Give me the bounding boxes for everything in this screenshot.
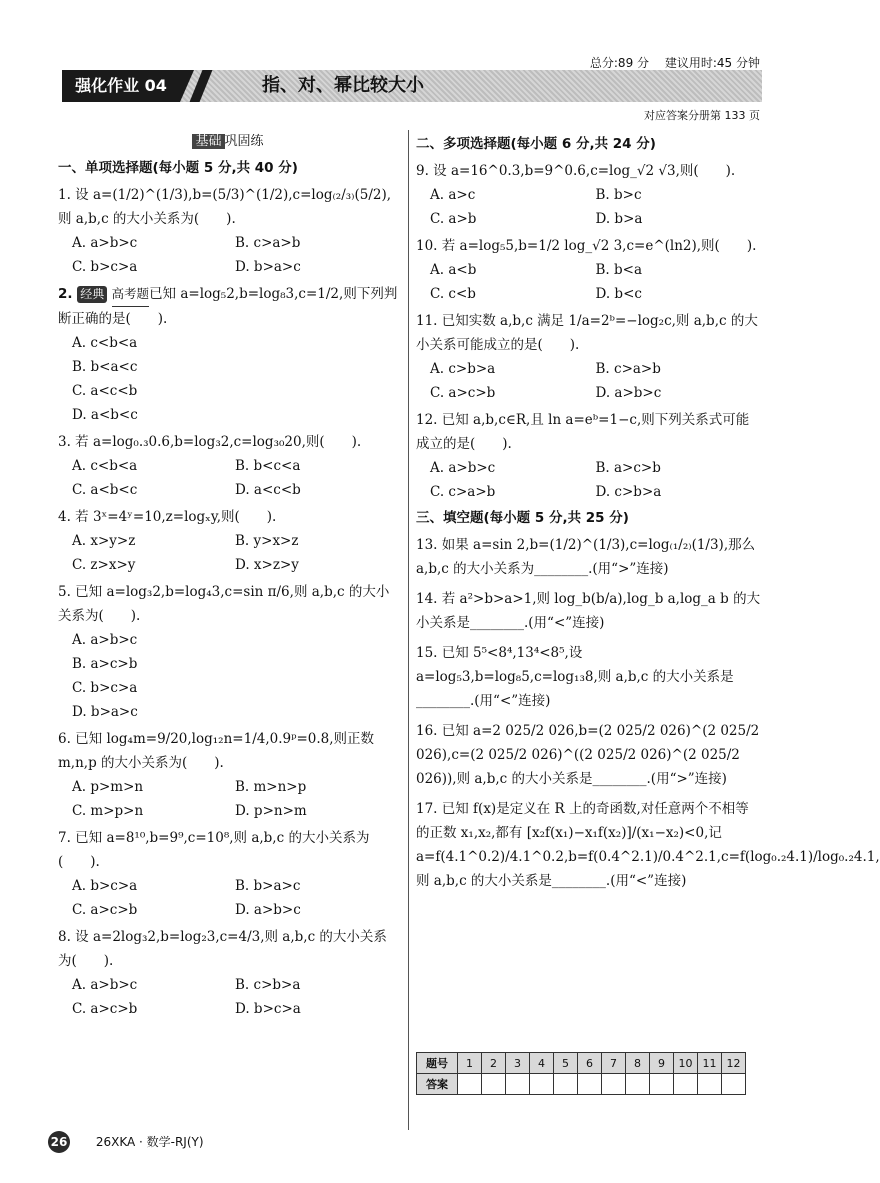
question-stem [58,282,398,331]
option-d[interactable]: D. b>a [595,211,643,227]
option-a[interactable]: A. b>c>a [72,878,138,894]
grid-answer-cell-11[interactable] [698,1074,722,1095]
option-b[interactable]: B. a>c>b [595,460,661,476]
question-10 [416,234,761,306]
option-b[interactable]: B. b<c<a [235,458,301,474]
single-choice-list [58,183,398,1021]
answer-reference: 对应答案分册第 133 页 [644,109,760,122]
answer-grid [416,1052,746,1095]
grid-number-6: 6 [578,1053,602,1074]
grid-answer-cell-8[interactable] [626,1074,650,1095]
question-number: 2. [58,286,78,302]
option-a[interactable]: A. a>b>c [430,460,496,476]
subheading-badge: 基础 [192,134,224,149]
option-d[interactable]: D. b>a>c [235,259,301,275]
grid-number-7: 7 [602,1053,626,1074]
grid-header-answer: 答案 [417,1074,458,1095]
option-d[interactable]: D. a>b>c [235,902,301,918]
option-c[interactable]: C. a>b [430,211,477,227]
book-code: 26XKA · 数学-RJ(Y) [95,1135,204,1149]
question-text: 已知 a=log₅2,b=log₈3,c=1/2,则下列判断正确的是( ). [58,286,398,327]
grid-number-4: 4 [530,1053,554,1074]
option-a[interactable]: A. p>m>n [72,779,144,795]
option-c[interactable]: C. a<b<c [72,482,138,498]
option-c[interactable]: C. m>p>n [72,803,144,819]
option-a[interactable]: A. a>b>c [72,235,138,251]
section-multiple-choice: 二、多项选择题(每小题 6 分,共 24 分) [416,136,656,152]
section-single-choice: 一、单项选择题(每小题 5 分,共 40 分) [58,160,298,176]
options [58,973,398,1021]
options [416,183,761,231]
question-16: 16. 已知 a=2 025/2 026,b=(2 025/2 026)^(2 025/2 026),c=(2 025/2 026)^((2 025/2 026)^(2 025/2 026)),则 a,b,c 的大小关系是________.(用“>”连接) [416,723,760,787]
title-band [62,70,762,102]
section-fill-in: 三、填空题(每小题 5 分,共 25 分) [416,510,629,526]
question-stem: 1. 设 a=(1/2)^(1/3),b=(5/3)^(1/2),c=log₍₂/₃₎(5/2),则 a,b,c 的大小关系为( ). [58,187,392,227]
grid-number-2: 2 [482,1053,506,1074]
option-a[interactable]: A. a>c [430,187,476,203]
option-d[interactable]: D. b>c>a [235,1001,301,1017]
option-b[interactable]: B. c>a>b [595,361,661,377]
question-12 [416,408,761,504]
grid-number-3: 3 [506,1053,530,1074]
question-stem: 8. 设 a=2log₃2,b=log₂3,c=4/3,则 a,b,c 的大小关系为( ). [58,929,387,969]
options [58,231,398,279]
option-c[interactable]: C. b>c>a [72,680,138,696]
question-13: 13. 如果 a=sin 2,b=(1/2)^(1/3),c=log₍₁/₂₎(1/3),那么 a,b,c 的大小关系为________.(用“>”连接) [416,537,756,577]
question-stem: 7. 已知 a=8¹⁰,b=9⁹,c=10⁸,则 a,b,c 的大小关系为( ). [58,830,370,870]
option-a[interactable]: A. x>y>z [72,533,136,549]
option-a[interactable]: A. c<b<a [72,335,138,351]
grid-answer-cell-1[interactable] [458,1074,482,1095]
multiple-choice-list [416,159,761,504]
option-c[interactable]: C. a>c>b [72,1001,138,1017]
grid-number-10: 10 [674,1053,698,1074]
grid-number-11: 11 [698,1053,722,1074]
option-d[interactable]: D. b<c [595,286,642,302]
option-d[interactable]: D. x>z>y [235,557,299,573]
question-15: 15. 已知 5⁵<8⁴,13⁴<8⁵,设 a=log₅3,b=log₈5,c=log₁₃8,则 a,b,c 的大小关系是________.(用“<”连接) [416,645,734,709]
option-b[interactable]: B. b<a<c [72,359,138,375]
grid-answer-cell-10[interactable] [674,1074,698,1095]
options [416,456,761,504]
option-a[interactable]: A. c<b<a [72,458,138,474]
option-b[interactable]: B. c>b>a [235,977,301,993]
option-d[interactable]: D. b>a>c [72,704,138,720]
header-meta [0,52,800,70]
option-d[interactable]: D. a>b>c [595,385,662,401]
option-c[interactable]: C. a>c>b [72,902,138,918]
option-a[interactable]: A. a>b>c [72,977,138,993]
option-a[interactable]: A. a<b [430,262,477,278]
options [58,454,398,502]
option-b[interactable]: B. b<a [595,262,643,278]
page-footer [48,1131,204,1153]
option-a[interactable]: A. a>b>c [72,632,138,648]
time-suggest: 建议用时:45 分钟 [664,56,760,70]
question-11 [416,309,761,405]
option-c[interactable]: C. a<c<b [72,383,138,399]
option-b[interactable]: B. b>c [595,187,642,203]
options [58,529,398,577]
question-stem: 11. 已知实数 a,b,c 满足 1/a=2ᵇ=−log₂c,则 a,b,c 的大小关系可能成立的是( ). [416,313,758,353]
option-d[interactable]: D. p>n>m [235,803,307,819]
question-2 [58,282,398,427]
grid-answer-cell-2[interactable] [482,1074,506,1095]
options [58,874,398,922]
grid-number-5: 5 [554,1053,578,1074]
subheading-label: 巩固练 [224,134,264,149]
grid-answer-cell-7[interactable] [602,1074,626,1095]
option-b[interactable]: B. y>x>z [235,533,299,549]
options [416,357,761,405]
grid-number-1: 1 [458,1053,482,1074]
grid-number-12: 12 [722,1053,746,1074]
options [58,331,398,427]
right-column [416,130,880,899]
options [58,628,398,724]
question-stem: 10. 若 a=log₅5,b=1/2 log_√2 3,c=e^(ln2),则( ). [416,238,757,254]
option-b[interactable]: B. m>n>p [235,779,307,795]
grid-number-9: 9 [650,1053,674,1074]
grid-header-number: 题号 [417,1053,458,1074]
grid-answer-cell-6[interactable] [578,1074,602,1095]
grid-number-8: 8 [626,1053,650,1074]
grid-answer-cell-12[interactable] [722,1074,746,1095]
grid-answer-cell-4[interactable] [530,1074,554,1095]
grid-answer-cell-3[interactable] [506,1074,530,1095]
question-stem: 3. 若 a=log₀.₃0.6,b=log₃2,c=log₃₀20,则( ). [58,434,362,450]
option-c[interactable]: C. c>a>b [430,484,496,500]
option-a[interactable]: A. c>b>a [430,361,496,377]
option-b[interactable]: B. c>a>b [235,235,301,251]
question-stem: 6. 已知 log₄m=9/20,log₁₂n=1/4,0.9ᵖ=0.8,则正数 m,n,p 的大小关系为( ). [58,731,375,771]
left-column [58,130,398,1021]
question-4 [58,505,398,577]
question-1 [58,183,398,279]
question-stem: 12. 已知 a,b,c∈R,且 ln a=eᵇ=1−c,则下列关系式可能成立的是( ). [416,412,750,452]
page-number: 26 [48,1131,70,1153]
option-d[interactable]: D. c>b>a [595,484,662,500]
options [416,258,761,306]
question-14: 14. 若 a²>b>a>1,则 log_b(b/a),log_b a,log_a b 的大小关系是________.(用“<”连接) [416,591,761,631]
column-divider [408,130,409,1130]
exam-badge: 高考题 [112,282,150,307]
grid-answer-cell-9[interactable] [650,1074,674,1095]
question-stem: 5. 已知 a=log₃2,b=log₄3,c=sin π/6,则 a,b,c 的大小关系为( ). [58,584,390,624]
option-b[interactable]: B. b>a>c [235,878,301,894]
option-c[interactable]: C. c<b [430,286,476,302]
question-stem: 4. 若 3ˣ=4ʸ=10,z=logₓy,则( ). [58,509,277,525]
total-score: 总分:89 分 [589,56,650,70]
option-c[interactable]: C. a>c>b [430,385,496,401]
option-c[interactable]: C. b>c>a [72,259,138,275]
classic-badge: 经典 [77,286,107,303]
option-d[interactable]: D. a<c<b [235,482,301,498]
options [58,775,398,823]
question-stem: 9. 设 a=16^0.3,b=9^0.6,c=log_√2 √3,则( ). [416,163,736,179]
subheading [58,130,398,154]
option-c[interactable]: C. z>x>y [72,557,136,573]
fill-in-list [416,533,880,893]
question-8 [58,925,398,1021]
question-6 [58,727,398,823]
option-b[interactable]: B. a>c>b [72,656,138,672]
question-7 [58,826,398,922]
page-title: 指、对、幂比较大小 [262,75,424,96]
question-3 [58,430,398,502]
question-17: 17. 已知 f(x)是定义在 R 上的奇函数,对任意两个不相等的正数 x₁,x₂,都有 [x₂f(x₁)−x₁f(x₂)]/(x₁−x₂)<0,记 a=f(4.1^0.2)/4.1^0.2,b=f(0.4^2.1)/0.4^2.1,c=f(log₀.₂4.1)/log₀.₂4.1,则 a,b,c 的大小关系是________.(用“<”连接) [416,801,880,889]
assignment-tag: 强化作业 04 [62,70,180,102]
grid-answer-cell-5[interactable] [554,1074,578,1095]
option-d[interactable]: D. a<b<c [72,407,138,423]
question-5 [58,580,398,724]
question-9 [416,159,761,231]
